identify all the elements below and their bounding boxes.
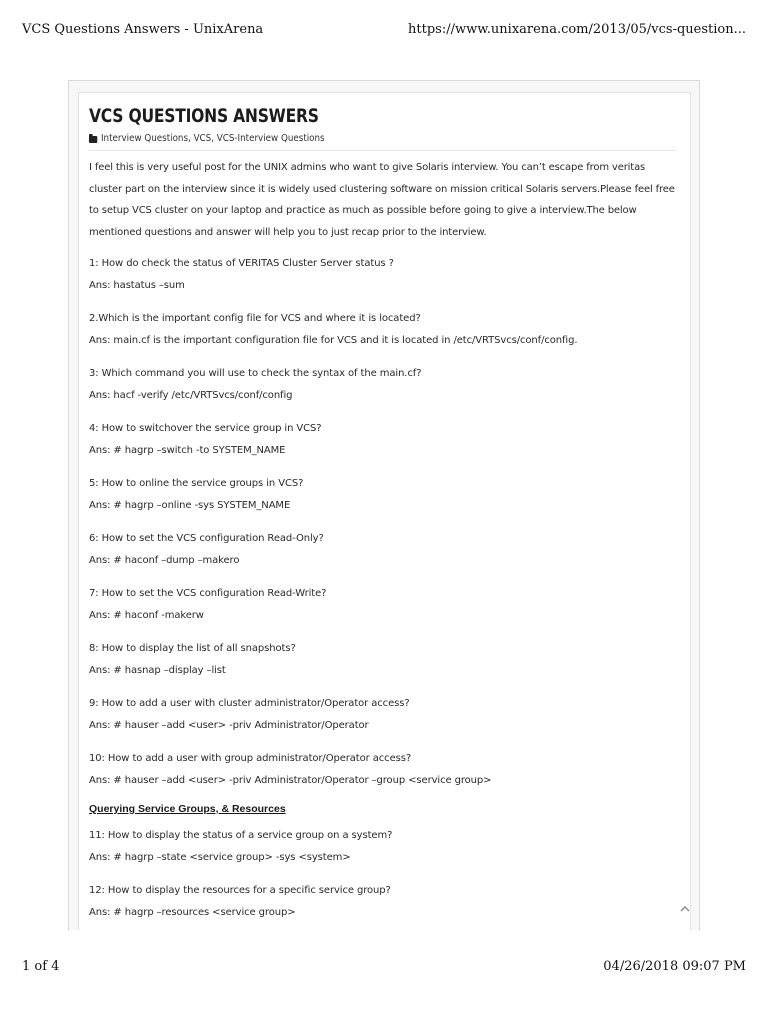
question: 9: How to add a user with cluster administrator/Operator access? <box>89 698 410 709</box>
question: 7: How to set the VCS configuration Read-Write? <box>89 588 327 599</box>
question: 1: How do check the status of VERITAS Cluster Server status ? <box>89 258 394 269</box>
article-categories <box>89 133 676 151</box>
qa-item <box>89 825 680 869</box>
question: 2.Which is the important config file for VCS and where it is located? <box>89 313 421 324</box>
question: 6: How to set the VCS configuration Read-Only? <box>89 533 324 544</box>
print-page-title: VCS Questions Answers - UnixArena <box>22 22 264 37</box>
question: 3: Which command you will use to check the syntax of the main.cf? <box>89 368 422 379</box>
qa-list <box>89 253 680 792</box>
folder-icon <box>89 136 97 143</box>
question: 12: How to display the resources for a specific service group? <box>89 885 391 896</box>
qa-item <box>89 418 680 462</box>
answer: Ans: # hagrp –online -sys SYSTEM_NAME <box>89 500 291 511</box>
question: 8: How to display the list of all snapshots? <box>89 643 296 654</box>
answer: Ans: # hasnap –display –list <box>89 665 226 676</box>
qa-item <box>89 638 680 682</box>
qa-item <box>89 693 680 737</box>
qa-item <box>89 583 680 627</box>
answer: Ans: # hagrp –resources <service group> <box>89 907 296 918</box>
print-header <box>22 22 746 40</box>
answer: Ans: # hauser –add <user> -priv Administrator/Operator –group <service group> <box>89 775 492 786</box>
chevron-up-icon[interactable] <box>679 904 691 916</box>
print-url: https://www.unixarena.com/2013/05/vcs-question... <box>408 22 746 37</box>
categories-text[interactable]: Interview Questions, VCS, VCS-Interview Questions <box>100 133 325 144</box>
qa-item <box>89 308 680 352</box>
answer: Ans: hastatus –sum <box>89 280 185 291</box>
question: 10: How to add a user with group administrator/Operator access? <box>89 753 412 764</box>
question: 5: How to online the service groups in VCS? <box>89 478 304 489</box>
answer: Ans: # haconf -makerw <box>89 610 204 621</box>
question: 11: How to display the status of a service group on a system? <box>89 830 393 841</box>
article-intro: I feel this is very useful post for the UNIX admins who want to give Solaris interview. You can’t escape from veritas cluster part on the interview since it is widely used clustering software on mission critical Solaris servers.Please feel free to setup VCS cluster on your laptop and practice as much as possible before going to give a interview.The below mentioned questions and answer will help you to just recap prior to the interview. <box>89 162 675 238</box>
answer: Ans: main.cf is the important configuration file for VCS and it is located in /etc/VRTSvcs/conf/config. <box>89 335 578 346</box>
article-card <box>78 92 691 930</box>
qa-list-2 <box>89 825 680 924</box>
question: 4: How to switchover the service group in VCS? <box>89 423 322 434</box>
answer: Ans: # haconf –dump –makero <box>89 555 240 566</box>
qa-item <box>89 473 680 517</box>
qa-item <box>89 748 680 792</box>
section-heading: Querying Service Groups, & Resources <box>89 803 286 815</box>
answer: Ans: # hagrp –state <service group> -sys <system> <box>89 852 351 863</box>
page-count: 1 of 4 <box>22 959 60 974</box>
article-title: VCS QUESTIONS ANSWERS <box>89 105 319 127</box>
answer: Ans: hacf -verify /etc/VRTSvcs/conf/config <box>89 390 293 401</box>
answer: Ans: # hagrp –switch -to SYSTEM_NAME <box>89 445 286 456</box>
qa-item <box>89 528 680 572</box>
print-timestamp: 04/26/2018 09:07 PM <box>603 959 746 974</box>
qa-item <box>89 880 680 924</box>
print-footer <box>22 959 746 977</box>
qa-item <box>89 363 680 407</box>
qa-item <box>89 253 680 297</box>
answer: Ans: # hauser –add <user> -priv Administrator/Operator <box>89 720 369 731</box>
